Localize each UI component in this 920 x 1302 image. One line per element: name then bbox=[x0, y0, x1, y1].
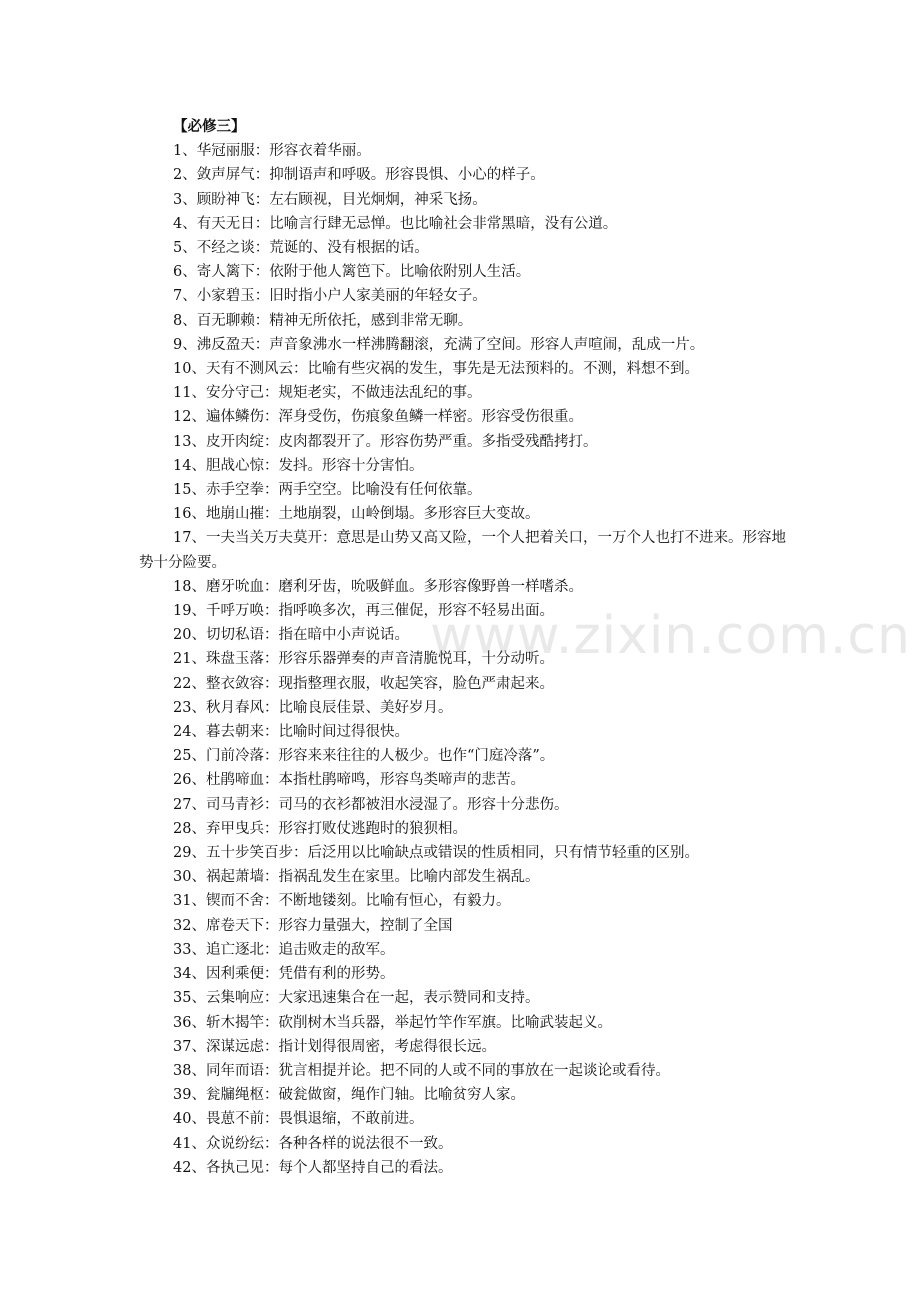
idiom-entry-20: 20、切切私语：指在暗中小声说话。 bbox=[173, 627, 409, 644]
idiom-entry-4: 4、有天无日：比喻言行肆无忌惮。也比喻社会非常黑暗，没有公道。 bbox=[173, 215, 618, 232]
idiom-entry-30: 30、祸起萧墙：指祸乱发生在家里。比喻内部发生祸乱。 bbox=[173, 869, 540, 886]
idiom-entry-13: 13、皮开肉绽：皮肉都裂开了。形容伤势严重。多指受残酷拷打。 bbox=[173, 433, 598, 450]
idiom-entry-19: 19、千呼万唤：指呼唤多次，再三催促，形容不轻易出面。 bbox=[173, 603, 554, 620]
idiom-entry-14: 14、胆战心惊：发抖。形容十分害怕。 bbox=[173, 457, 424, 474]
idiom-entry-17: 17、一夫当关万夫莫开：意思是山势又高又险，一个人把着关口，一万个人也打不进来。形容地势十分险要。 bbox=[139, 530, 786, 571]
idiom-entry-12: 12、遍体鳞伤：浑身受伤，伤痕象鱼鳞一样密。形容受伤很重。 bbox=[173, 409, 583, 426]
idiom-entry-1: 1、华冠丽服：形容衣着华丽。 bbox=[173, 143, 371, 160]
idiom-entry-39: 39、瓮牖绳枢：破瓮做窗，绳作门轴。比喻贫穷人家。 bbox=[173, 1087, 525, 1104]
idiom-entry-18: 18、磨牙吮血：磨利牙齿，吮吸鲜血。多形容像野兽一样嗜杀。 bbox=[173, 578, 583, 595]
idiom-entry-16: 16、地崩山摧：土地崩裂，山岭倒塌。多形容巨大变故。 bbox=[173, 506, 540, 523]
idiom-entry-37: 37、深谋远虑：指计划得很周密，考虑得很长远。 bbox=[173, 1038, 496, 1055]
idiom-entry-21: 21、珠盘玉落：形容乐器弹奏的声音清脆悦耳，十分动听。 bbox=[173, 651, 554, 668]
idiom-entry-31: 31、锲而不舍：不断地镂刻。比喻有恒心，有毅力。 bbox=[173, 893, 511, 910]
idiom-entry-23: 23、秋月春风：比喻良辰佳景、美好岁月。 bbox=[173, 699, 453, 716]
idiom-entry-38: 38、同年而语：犹言相提并论。把不同的人或不同的事放在一起谈论或看待。 bbox=[173, 1062, 670, 1079]
idiom-entry-2: 2、敛声屏气：抑制语声和呼吸。形容畏惧、小心的样子。 bbox=[173, 167, 545, 184]
idiom-entry-42: 42、各执己见：每个人都坚持自己的看法。 bbox=[173, 1159, 453, 1176]
idiom-entry-26: 26、杜鹃啼血：本指杜鹃啼鸣，形容鸟类啼声的悲苦。 bbox=[173, 772, 525, 789]
idiom-entry-8: 8、百无聊赖：精神无所依托，感到非常无聊。 bbox=[173, 312, 473, 329]
idiom-entry-41: 41、众说纷纭：各种各样的说法很不一致。 bbox=[173, 1135, 453, 1152]
idiom-entry-36: 36、斩木揭竿：砍削树木当兵器，举起竹竿作军旗。比喻武装起义。 bbox=[173, 1014, 612, 1031]
idiom-entry-35: 35、云集响应：大家迅速集合在一起，表示赞同和支持。 bbox=[173, 990, 540, 1007]
idiom-entry-15: 15、赤手空拳：两手空空。比喻没有任何依靠。 bbox=[173, 482, 482, 499]
idiom-entry-27: 27、司马青衫：司马的衣衫都被泪水浸湿了。形容十分悲伤。 bbox=[173, 796, 569, 813]
watermark: www.zixin.com.cn bbox=[430, 606, 911, 666]
idiom-entry-34: 34、因利乘便：凭借有利的形势。 bbox=[173, 966, 395, 983]
idiom-entry-7: 7、小家碧玉：旧时指小户人家美丽的年轻女子。 bbox=[173, 288, 487, 305]
idiom-entry-24: 24、暮去朝来：比喻时间过得很快。 bbox=[173, 724, 409, 741]
idiom-entry-3: 3、顾盼神飞：左右顾视，目光炯炯，神采飞扬。 bbox=[173, 191, 487, 208]
idiom-entry-5: 5、不经之谈：荒诞的、没有根据的话。 bbox=[173, 240, 429, 256]
idiom-entry-29: 29、五十步笑百步：后泛用以比喻缺点或错误的性质相同，只有情节轻重的区别。 bbox=[173, 845, 699, 862]
idiom-entry-33: 33、追亡逐北：追击败走的敌军。 bbox=[173, 941, 395, 958]
idiom-entry-10: 10、天有不测风云：比喻有些灾祸的发生，事先是无法预料的。不测，料想不到。 bbox=[173, 361, 699, 378]
section-heading: 【必修三】 bbox=[173, 118, 246, 135]
idiom-entry-28: 28、弃甲曳兵：形容打败仗逃跑时的狼狈相。 bbox=[173, 820, 467, 837]
idiom-entry-6: 6、寄人篱下：依附于他人篱笆下。比喻依附别人生活。 bbox=[173, 264, 531, 281]
idiom-entry-40: 40、畏葸不前：畏惧退缩，不敢前进。 bbox=[173, 1111, 424, 1128]
idiom-entry-11: 11、安分守己：规矩老实，不做违法乱纪的事。 bbox=[173, 385, 482, 402]
idiom-entry-9: 9、沸反盈天：声音象沸水一样沸腾翻滚，充满了空间。形容人声喧闹，乱成一片。 bbox=[173, 336, 705, 353]
idiom-entry-25: 25、门前冷落：形容来来往往的人极少。也作“门庭冷落”。 bbox=[173, 748, 555, 765]
document-body bbox=[139, 115, 789, 1180]
idiom-entry-32: 32、席卷天下：形容力量强大，控制了全国 bbox=[173, 917, 453, 934]
idiom-entry-22: 22、整衣敛容：现指整理衣服，收起笑容，脸色严肃起来。 bbox=[173, 675, 554, 692]
